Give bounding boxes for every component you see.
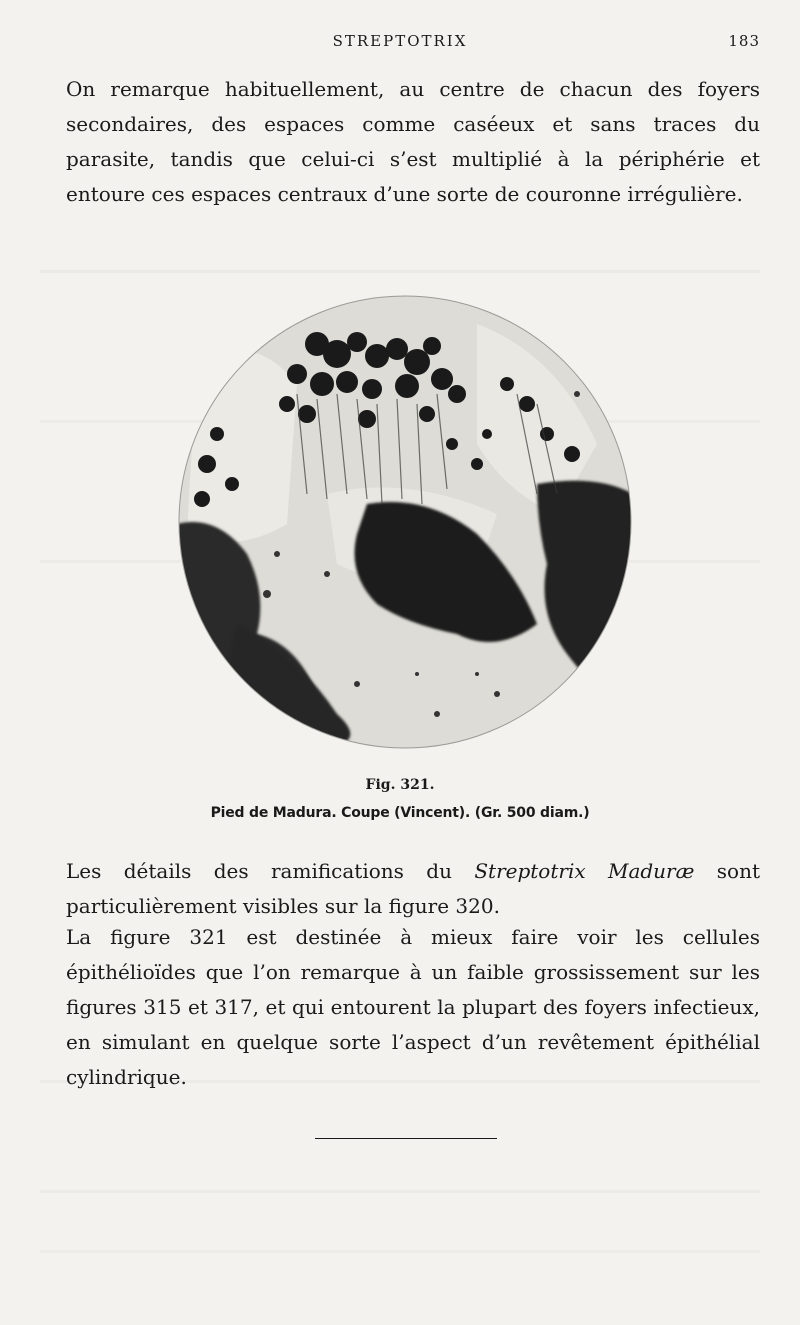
micrograph-figure bbox=[177, 294, 633, 750]
figure-caption: Pied de Madura. Coupe (Vincent). (Gr. 500 diam.) bbox=[210, 805, 590, 821]
running-title: STREPTOTRIX bbox=[332, 32, 468, 50]
section-divider bbox=[315, 1138, 497, 1139]
paragraph-2-start: Les détails des ramifications du bbox=[66, 859, 475, 883]
figure-label: Fig. 321. bbox=[365, 777, 435, 793]
paragraph-2-end: sont particulièrement visibles sur la figure 320. bbox=[66, 859, 760, 918]
paragraph-3: La figure 321 est destinée à mieux faire voir les cellules épithélioïdes que l’on remarque à un faible grossissement sur les figures 315 et 317, et qui entourent la plupart des foyers infectieux, en simulant en quelque sorte l’aspect d’un revêtement épithélial cylindrique. bbox=[66, 925, 760, 1089]
paragraph-1: On remarque habituellement, au centre de chacun des foyers secondaires, des espaces comme caséeux et sans traces du parasite, tandis que celui-ci s’est multiplié à la périphérie et entoure ces espaces centraux d’une sorte de couronne irrégulière. bbox=[66, 77, 760, 206]
species-name: Streptotrix Maduræ bbox=[474, 859, 695, 883]
page-number: 183 bbox=[728, 32, 760, 50]
micrograph-image bbox=[177, 294, 633, 750]
running-head bbox=[0, 30, 800, 54]
paragraph-2 bbox=[66, 854, 760, 924]
